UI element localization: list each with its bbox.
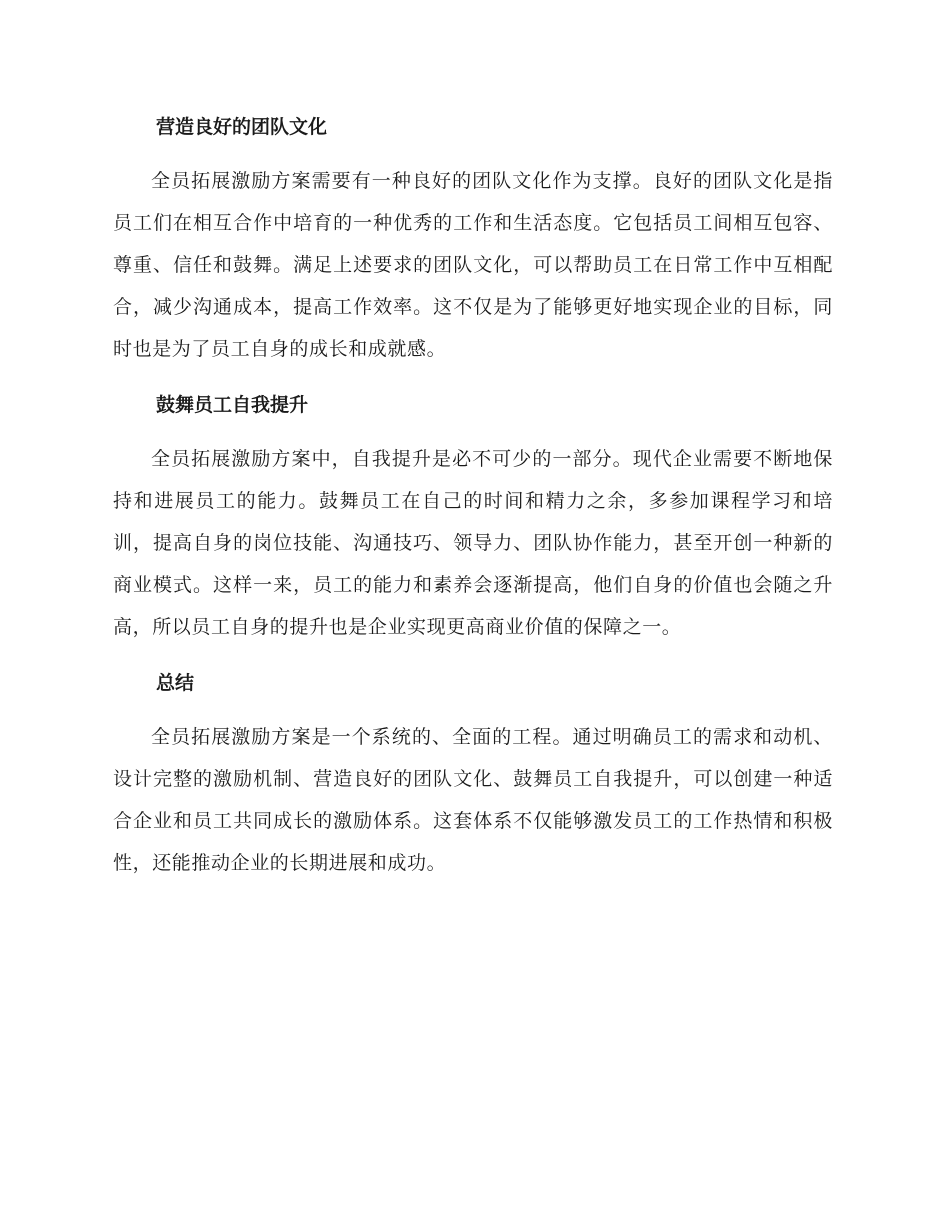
section-paragraph: 全员拓展激励方案中，自我提升是必不可少的一部分。现代企业需要不断地保持和进展员工的能力。鼓舞员工在自己的时间和精力之余，多参加课程学习和培训，提高自身的岗位技能、沟通技巧、领导力、团队协作能力，甚至开创一种新的商业模式。这样一来，员工的能力和素养会逐渐提高，他们自身的价值也会随之升高，所以员工自身的提升也是企业实现更高商业价值的保障之一。 xyxy=(113,448,833,638)
section-paragraph: 全员拓展激励方案需要有一种良好的团队文化作为支撑。良好的团队文化是指员工们在相互合作中培育的一种优秀的工作和生活态度。它包括员工间相互包容、尊重、信任和鼓舞。满足上述要求的团队文化，可以帮助员工在日常工作中互相配合，减少沟通成本，提高工作效率。这不仅是为了能够更好地实现企业的目标，同时也是为了员工自身的成长和成就感。 xyxy=(113,170,833,360)
section-team-culture xyxy=(113,106,833,370)
document-body xyxy=(113,106,833,884)
section-heading: 总结 xyxy=(156,672,195,694)
section-heading: 鼓舞员工自我提升 xyxy=(156,394,309,416)
section-heading: 营造良好的团队文化 xyxy=(156,116,328,138)
section-self-improvement xyxy=(113,384,833,648)
section-summary xyxy=(113,662,833,884)
section-paragraph: 全员拓展激励方案是一个系统的、全面的工程。通过明确员工的需求和动机、设计完整的激励机制、营造良好的团队文化、鼓舞员工自我提升，可以创建一种适合企业和员工共同成长的激励体系。这套体系不仅能够激发员工的工作热情和积极性，还能推动企业的长期进展和成功。 xyxy=(113,726,833,874)
